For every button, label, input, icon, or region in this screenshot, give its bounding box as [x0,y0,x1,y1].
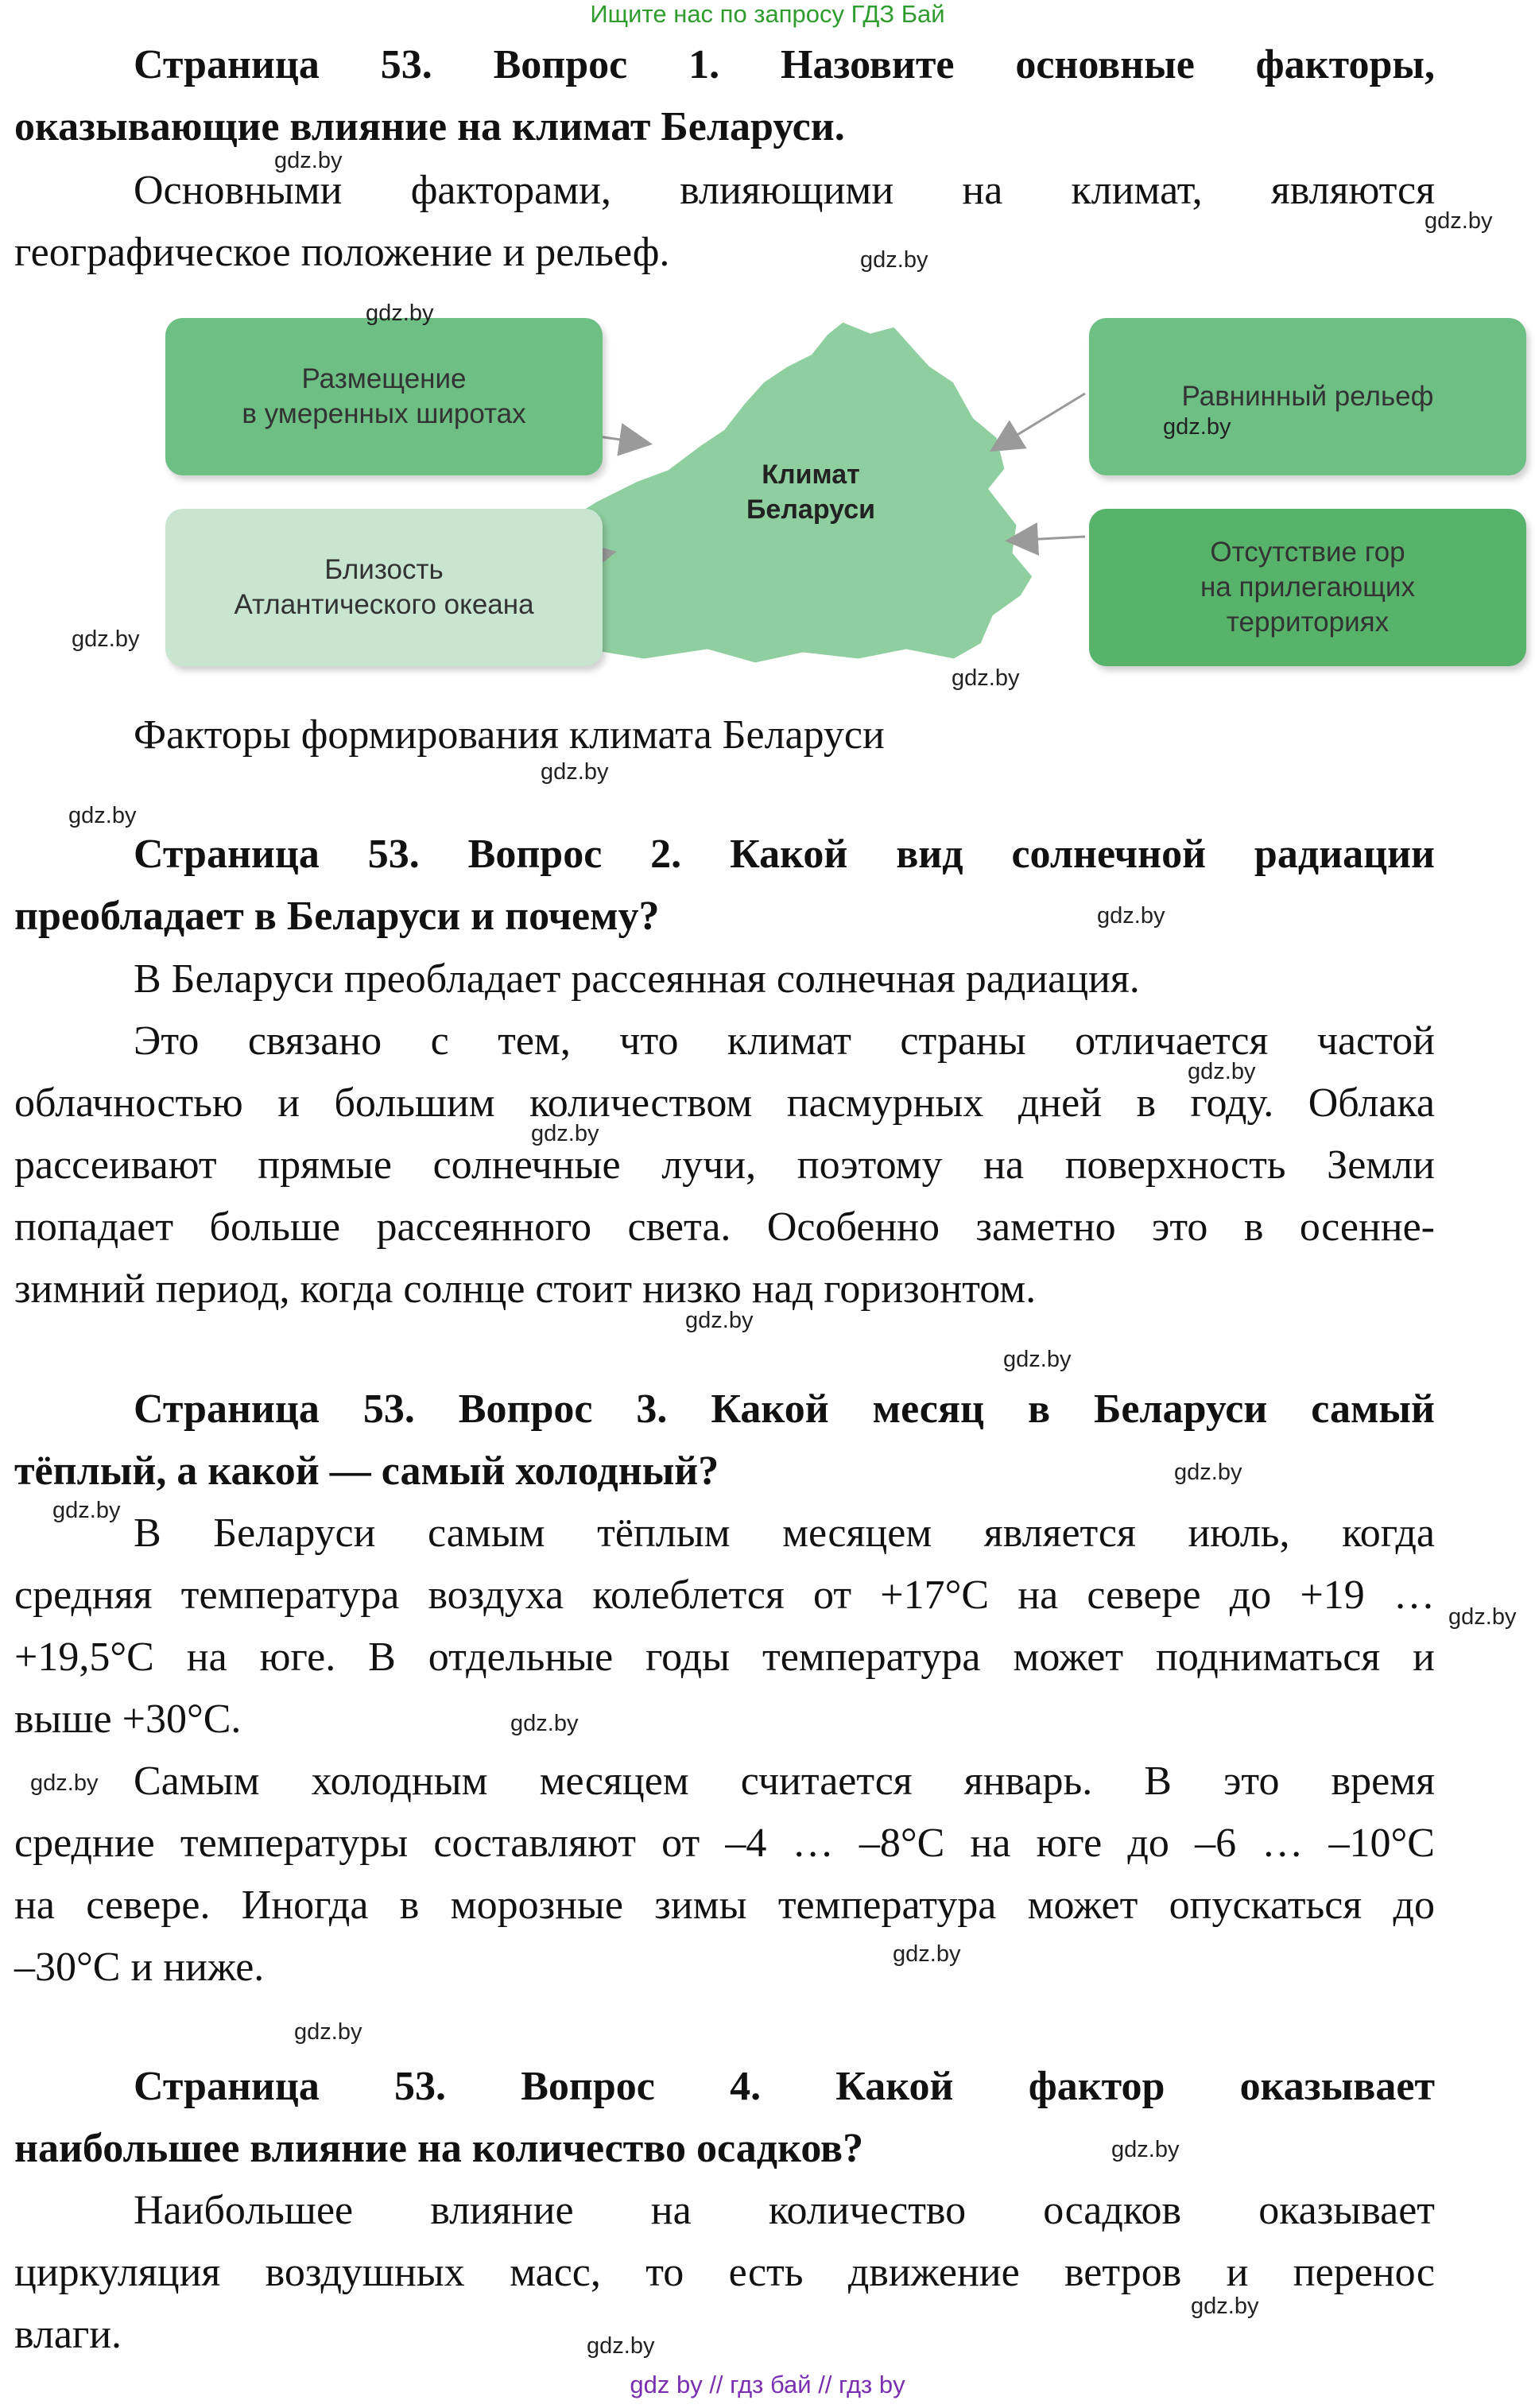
q2-title-line2: преобладает в Беларуси и почему? [14,894,660,939]
q1-title-line2: оказывающие влияние на климат Беларуси. [14,104,845,149]
q2-para1: В Беларуси преобладает рассеянная солнечная радиация. [134,956,1140,1002]
q2-para2-line1: Это связано с тем, что климат страны отличается частой [134,1018,1435,1064]
watermark: gdz.by [366,301,434,326]
q4-title-line1: Страница 53. Вопрос 4. Какой фактор оказывает [134,2064,1435,2109]
header-search-link[interactable]: Ищите нас по запросу ГДЗ Бай [590,0,945,28]
q3-para2-line3: на севере. Иногда в морозные зимы температура может опускаться до [14,1883,1435,1928]
watermark: gdz.by [510,1711,579,1736]
factor-box-temperate-latitudes: Размещение в умеренных широтах [165,318,603,475]
watermark: gdz.by [1425,208,1493,234]
q3-para2-line4: –30°С и ниже. [14,1945,265,1990]
q3-para1-line2: средняя температура воздуха колеблется от +17°С на севере до +19 … [14,1572,1435,1618]
factor-box-flat-relief: Равнинный рельеф [1089,318,1526,475]
q2-para2-line5: зимний период, когда солнце стоит низко над горизонтом. [14,1266,1037,1312]
watermark: gdz.by [587,2333,655,2359]
q2-para2-line4: попадает больше рассеянного света. Особенно заметно это в осенне- [14,1204,1435,1250]
watermark: gdz.by [30,1770,99,1796]
q3-para1-line1: В Беларуси самым тёплым месяцем является июль, когда [134,1510,1435,1556]
watermark: gdz.by [1191,2294,1259,2319]
factor-box-atlantic-proximity: Близость Атлантического океана [165,509,603,666]
watermark: gdz.by [685,1308,754,1333]
q3-title-line1: Страница 53. Вопрос 3. Какой месяц в Беларуси самый [134,1386,1435,1432]
watermark: gdz.by [1174,1460,1242,1485]
watermark: gdz.by [294,2019,362,2045]
q4-para1-line1: Наибольшее влияние на количество осадков оказывает [134,2188,1435,2233]
watermark: gdz.by [1097,903,1165,929]
footer-links[interactable]: gdz by // гдз бай // гдз by [630,2371,905,2398]
q1-answer-line2: географическое положение и рельеф. [14,230,670,275]
q3-para2-line1: Самым холодным месяцем считается январь. В это время [134,1758,1435,1804]
watermark: gdz.by [531,1121,599,1146]
climate-factors-figure [151,310,1526,684]
watermark: gdz.by [1163,414,1231,440]
figure-caption: Факторы формирования климата Беларуси [134,712,885,758]
watermark: gdz.by [1111,2137,1180,2162]
q3-title-line2: тёплый, а какой — самый холодный? [14,1448,719,1494]
q2-para2-line3: рассеивают прямые солнечные лучи, поэтому на поверхность Земли [14,1142,1435,1188]
factor-box-no-mountains: Отсутствие гор на прилегающих территориях [1089,509,1526,666]
q3-para1-line3: +19,5°С на юге. В отдельные годы температура может подниматься и [14,1634,1435,1680]
q4-title-line2: наибольшее влияние на количество осадков? [14,2126,864,2171]
q2-para2-line2: облачностью и большим количеством пасмурных дней в году. Облака [14,1080,1435,1126]
watermark: gdz.by [1003,1347,1072,1372]
watermark: gdz.by [860,247,928,273]
watermark: gdz.by [952,665,1020,691]
q1-answer-line1: Основными факторами, влияющими на климат, являются [134,168,1435,213]
watermark: gdz.by [541,759,609,785]
q3-para2-line2: средние температуры составляют от –4 … –8°С на юге до –6 … –10°С [14,1821,1435,1866]
watermark: gdz.by [1188,1059,1256,1084]
map-center-label: Климат Беларуси [746,459,876,525]
q3-para1-line4: выше +30°С. [14,1696,242,1742]
watermark: gdz.by [68,803,137,828]
watermark: gdz.by [52,1498,121,1523]
q4-para1-line3: влаги. [14,2312,122,2357]
q4-para1-line2: циркуляция воздушных масс, то есть движение ветров и перенос [14,2250,1435,2295]
watermark: gdz.by [893,1941,961,1967]
watermark: gdz.by [274,148,343,173]
q1-title-line1: Страница 53. Вопрос 1. Назовите основные факторы, [134,42,1435,87]
watermark: gdz.by [72,626,140,652]
q2-title-line1: Страница 53. Вопрос 2. Какой вид солнечной радиации [134,832,1435,877]
watermark: gdz.by [1448,1604,1517,1630]
